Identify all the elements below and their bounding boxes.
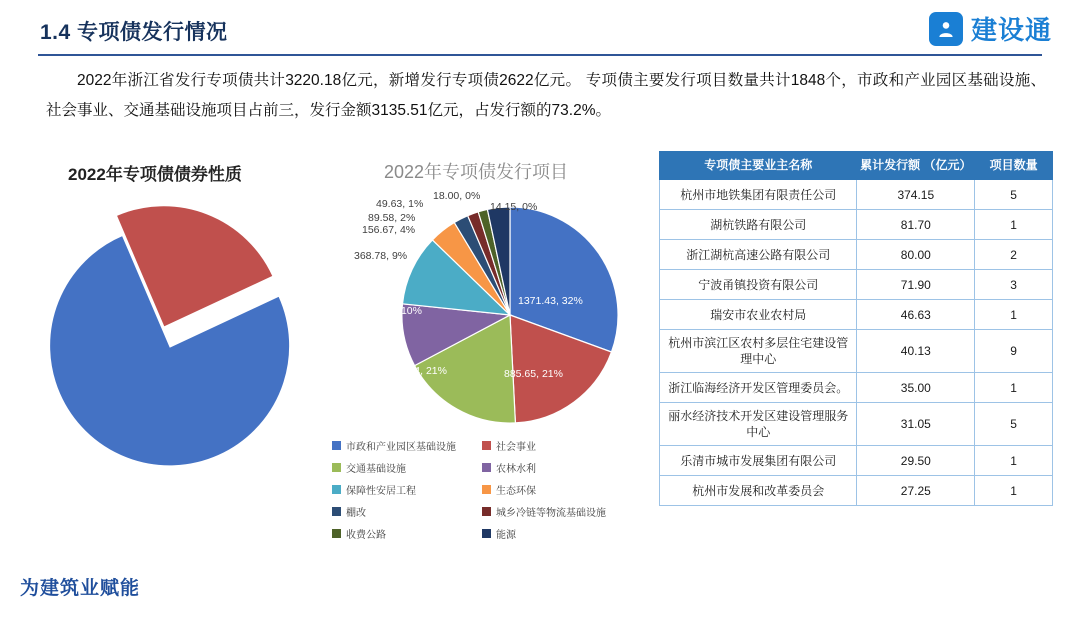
table-row	[660, 476, 1053, 506]
cell-amount: 35.00	[857, 373, 975, 403]
pie-2-label-tollroad: 18.00, 0%	[433, 190, 481, 202]
legend-label: 交通基础设施	[346, 464, 406, 475]
legend-item	[332, 482, 482, 497]
table-row	[660, 446, 1053, 476]
cell-amount: 80.00	[857, 240, 975, 270]
cell-count: 2	[975, 240, 1053, 270]
legend-item	[332, 504, 482, 519]
legend-label: 收费公路	[346, 530, 386, 541]
table-row	[660, 210, 1053, 240]
legend-label: 棚改	[346, 508, 366, 519]
footer-slogan: 为建筑业赋能	[20, 577, 141, 599]
cell-name: 丽水经济技术开发区建设管理服务中心	[660, 403, 857, 446]
legend-swatch-icon	[482, 507, 491, 516]
table-row	[660, 180, 1053, 210]
cell-amount: 374.15	[857, 180, 975, 210]
page-title: 1.4 专项债发行情况	[40, 21, 228, 44]
summary-paragraph: 2022年浙江省发行专项债共计3220.18亿元，新增发行专项债2622亿元。 专项债主要发行项目数量共计1848个，市政和产业园区基础设施、社会事业、交通基础设施项目占前三，发行金额3135.51亿元，占发行额的73.2%。	[46, 72, 1046, 119]
pie-2-label-municipal: 1371.43, 32%	[518, 295, 583, 307]
pie-1-slice-label-refinance: 再融资, 598.18, 19%	[97, 471, 203, 483]
cell-amount: 81.70	[857, 210, 975, 240]
cell-amount: 71.90	[857, 270, 975, 300]
pie-2-label-shantytown: 89.58, 2%	[368, 212, 416, 224]
table-row	[660, 373, 1053, 403]
table-row	[660, 300, 1053, 330]
legend-item	[482, 438, 642, 453]
cell-amount: 31.05	[857, 403, 975, 446]
cell-name: 杭州市发展和改革委员会	[660, 476, 857, 506]
brand-logo	[929, 10, 1052, 47]
cell-count: 1	[975, 476, 1053, 506]
chart-1-title: 2022年专项债债券性质	[68, 165, 242, 184]
legend-swatch-icon	[332, 529, 341, 538]
pie-1-slice-label-new: 新增, 2622, 81%	[169, 613, 261, 627]
pie-2-label-energy: 14.15, 0%	[490, 201, 538, 213]
legend-item	[482, 504, 642, 519]
table-row	[660, 240, 1053, 270]
cell-amount: 27.25	[857, 476, 975, 506]
cell-name: 浙江临海经济开发区管理委员会。	[660, 373, 857, 403]
table-row	[660, 403, 1053, 446]
legend-item	[332, 460, 482, 475]
cell-count: 1	[975, 373, 1053, 403]
legend-item	[482, 482, 642, 497]
issuers-table	[659, 151, 1053, 506]
legend-swatch-icon	[482, 463, 491, 472]
legend-label: 能源	[496, 530, 516, 541]
legend-label: 生态环保	[496, 486, 536, 497]
page-header	[0, 0, 1080, 62]
pie-2-label-agriculture: 448.74, 10%	[363, 305, 422, 317]
cell-count: 5	[975, 403, 1053, 446]
cell-count: 3	[975, 270, 1053, 300]
cell-count: 5	[975, 180, 1053, 210]
table-row	[660, 330, 1053, 373]
legend-item	[482, 526, 642, 541]
cell-name: 湖杭铁路有限公司	[660, 210, 857, 240]
cell-count: 1	[975, 210, 1053, 240]
cell-amount: 29.50	[857, 446, 975, 476]
person-badge-icon	[929, 12, 963, 46]
cell-name: 瑞安市农业农村局	[660, 300, 857, 330]
brand-name: 建设通	[970, 15, 1052, 45]
column-header-name: 专项债主要业主名称	[660, 152, 857, 180]
legend-item	[332, 438, 482, 453]
cell-name: 浙江湖杭高速公路有限公司	[660, 240, 857, 270]
pie-2-label-housing: 368.78, 9%	[354, 250, 408, 262]
pie-chart-issue-projects	[330, 190, 660, 440]
column-header-count: 项目数量	[975, 152, 1053, 180]
legend-item	[482, 460, 642, 475]
legend-label: 农林水利	[496, 464, 536, 475]
legend-swatch-icon	[482, 441, 491, 450]
pie-2-label-eco: 156.67, 4%	[362, 224, 416, 236]
legend-label: 保障性安居工程	[346, 486, 416, 497]
column-header-amount: 累计发行额 （亿元）	[857, 152, 975, 180]
cell-name: 宁波甬镇投资有限公司	[660, 270, 857, 300]
pie-2-legend	[332, 438, 652, 541]
cell-name: 杭州市滨江区农村多层住宅建设管理中心	[660, 330, 857, 373]
table-header-row	[660, 152, 1053, 180]
cell-name: 乐清市城市发展集团有限公司	[660, 446, 857, 476]
legend-swatch-icon	[332, 463, 341, 472]
legend-label: 城乡冷链等物流基础设施	[496, 508, 606, 519]
legend-swatch-icon	[482, 529, 491, 538]
cell-count: 1	[975, 300, 1053, 330]
cell-amount: 46.63	[857, 300, 975, 330]
legend-label: 社会事业	[496, 442, 536, 453]
legend-swatch-icon	[332, 507, 341, 516]
table-row	[660, 270, 1053, 300]
cell-name: 杭州市地铁集团有限责任公司	[660, 180, 857, 210]
chart-2-title: 2022年专项债发行项目	[384, 162, 569, 182]
pie-2-label-transport: 878.44, 21%	[388, 365, 447, 377]
cell-count: 9	[975, 330, 1053, 373]
legend-label: 市政和产业园区基础设施	[346, 442, 456, 453]
legend-item	[332, 526, 482, 541]
cell-amount: 40.13	[857, 330, 975, 373]
pie-2-label-social: 885.65, 21%	[504, 368, 563, 380]
title-divider	[38, 54, 1042, 56]
legend-swatch-icon	[332, 485, 341, 494]
legend-swatch-icon	[332, 441, 341, 450]
legend-swatch-icon	[482, 485, 491, 494]
cell-count: 1	[975, 446, 1053, 476]
pie-2-label-coldchain: 49.63, 1%	[376, 198, 424, 210]
